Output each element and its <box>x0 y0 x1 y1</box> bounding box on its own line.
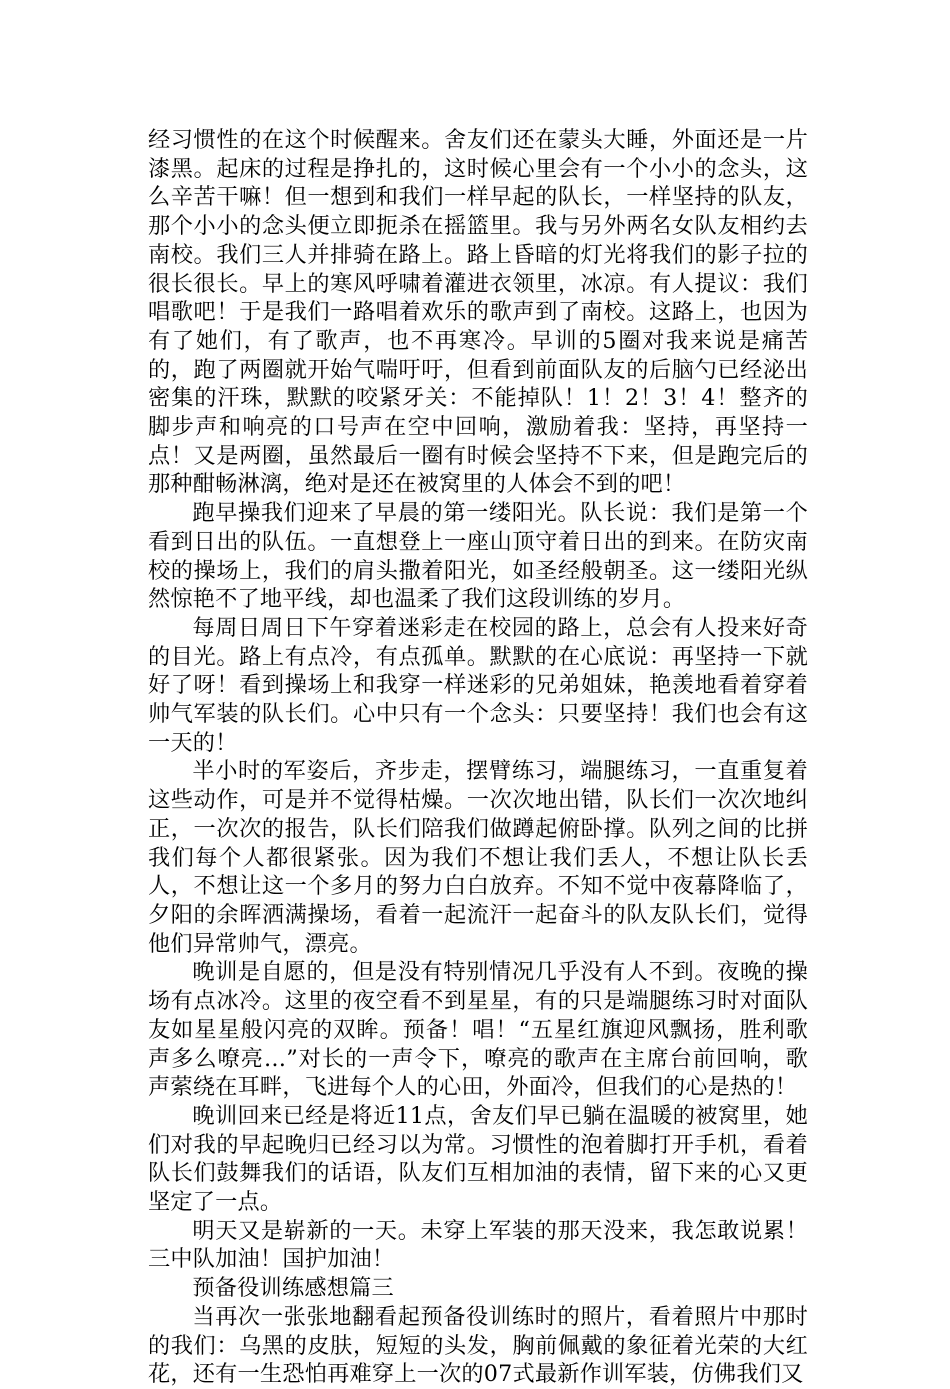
section-heading: 预备役训练感想篇三 <box>192 1275 394 1302</box>
document-body <box>148 126 808 1389</box>
paragraph-return-dorm: 晚训回来已经是将近11点，舍友们早已躺在温暖的被窝里，她们对我的早起晚归已经习以为常。习惯性的泡着脚打开手机，看着队长们鼓舞我们的话语，队友们互相加油的表情，留下来的心又更坚定了一点。 <box>148 1102 808 1216</box>
paragraph-sunday-camouflage: 每周日周日下午穿着迷彩走在校园的路上，总会有人投来好奇的目光。路上有点冷，有点孤单。默默的在心底说：再坚持一下就好了呀！看到操场上和我穿一样迷彩的兄弟姐妹，艳羡地看着穿着帅气军装的队长们。心中只有一个念头：只要坚持！我们也会有这一天的！ <box>148 614 808 756</box>
paragraph-new-day: 明天又是崭新的一天。未穿上军装的那天没来，我怎敢说累！三中队加油！国护加油！ <box>148 1217 808 1273</box>
paragraph-evening-training: 晚训是自愿的，但是没有特别情况几乎没有人不到。夜晚的操场有点冰冷。这里的夜空看不到星星，有的只是端腿练习时对面队友如星星般闪亮的双眸。预备！唱！“五星红旗迎风飘扬，胜利歌声多么嘹亮…”对长的一声令下，嘹亮的歌声在主席台前回响，歌声萦绕在耳畔，飞进每个人的心田，外面冷，但我们的心是热的！ <box>148 959 808 1101</box>
paragraph-photos: 当再次一张张地翻看起预备役训练时的照片，看着照片中那时的我们：乌黑的皮肤，短短的头发，胸前佩戴的象征着光荣的大红花，还有一生恐怕再难穿上一次的07式最新作训军装，仿佛我们又 <box>148 1303 808 1388</box>
paragraph-drill-practice: 半小时的军姿后，齐步走，摆臂练习，端腿练习，一直重复着这些动作，可是并不觉得枯燥。一次次地出错，队长们一次次地纠正，一次次的报告，队长们陪我们做蹲起俯卧撑。队列之间的比拼我们每个人都很紧张。因为我们不想让我们丢人，不想让队长丢人，不想让这一个多月的努力白白放弃。不知不觉中夜幕降临了，夕阳的余晖洒满操场，看着一起流汗一起奋斗的队友队长们，觉得他们异常帅气，漂亮。 <box>148 758 808 957</box>
paragraph-morning-run: 经习惯性的在这个时候醒来。舍友们还在蒙头大睡，外面还是一片漆黑。起床的过程是挣扎的，这时候心里会有一个小小的念头，这么辛苦干嘛！但一想到和我们一样早起的队长，一样坚持的队友，那个小小的念头便立即扼杀在摇篮里。我与另外两名女队友相约去南校。我们三人并排骑在路上。路上昏暗的灯光将我们的影子拉的很长很长。早上的寒风呼啸着灌进衣领里，冰凉。有人提议：我们唱歌吧！于是我们一路唱着欢乐的歌声到了南校。这路上，也因为有了她们，有了歌声，也不再寒冷。早训的5圈对我来说是痛苦的，跑了两圈就开始气喘吁吁，但看到前面队友的后脑勺已经泌出密集的汗珠，默默的咬紧牙关：不能掉队！1！2！3！4！整齐的脚步声和响亮的口号声在空中回响，激励着我：坚持，再坚持一点！又是两圈，虽然最后一圈有时候会坚持不下来，但是跑完后的那种酣畅淋漓，绝对是还在被窝里的人体会不到的吧！ <box>148 127 808 498</box>
paragraph-first-sunlight: 跑早操我们迎来了早晨的第一缕阳光。队长说：我们是第一个看到日出的队伍。一直想登上一座山顶守着日出的到来。在防灾南校的操场上，我们的肩头撒着阳光，如圣经般朝圣。这一缕阳光纵然惊艳不了地平线，却也温柔了我们这段训练的岁月。 <box>148 500 808 613</box>
